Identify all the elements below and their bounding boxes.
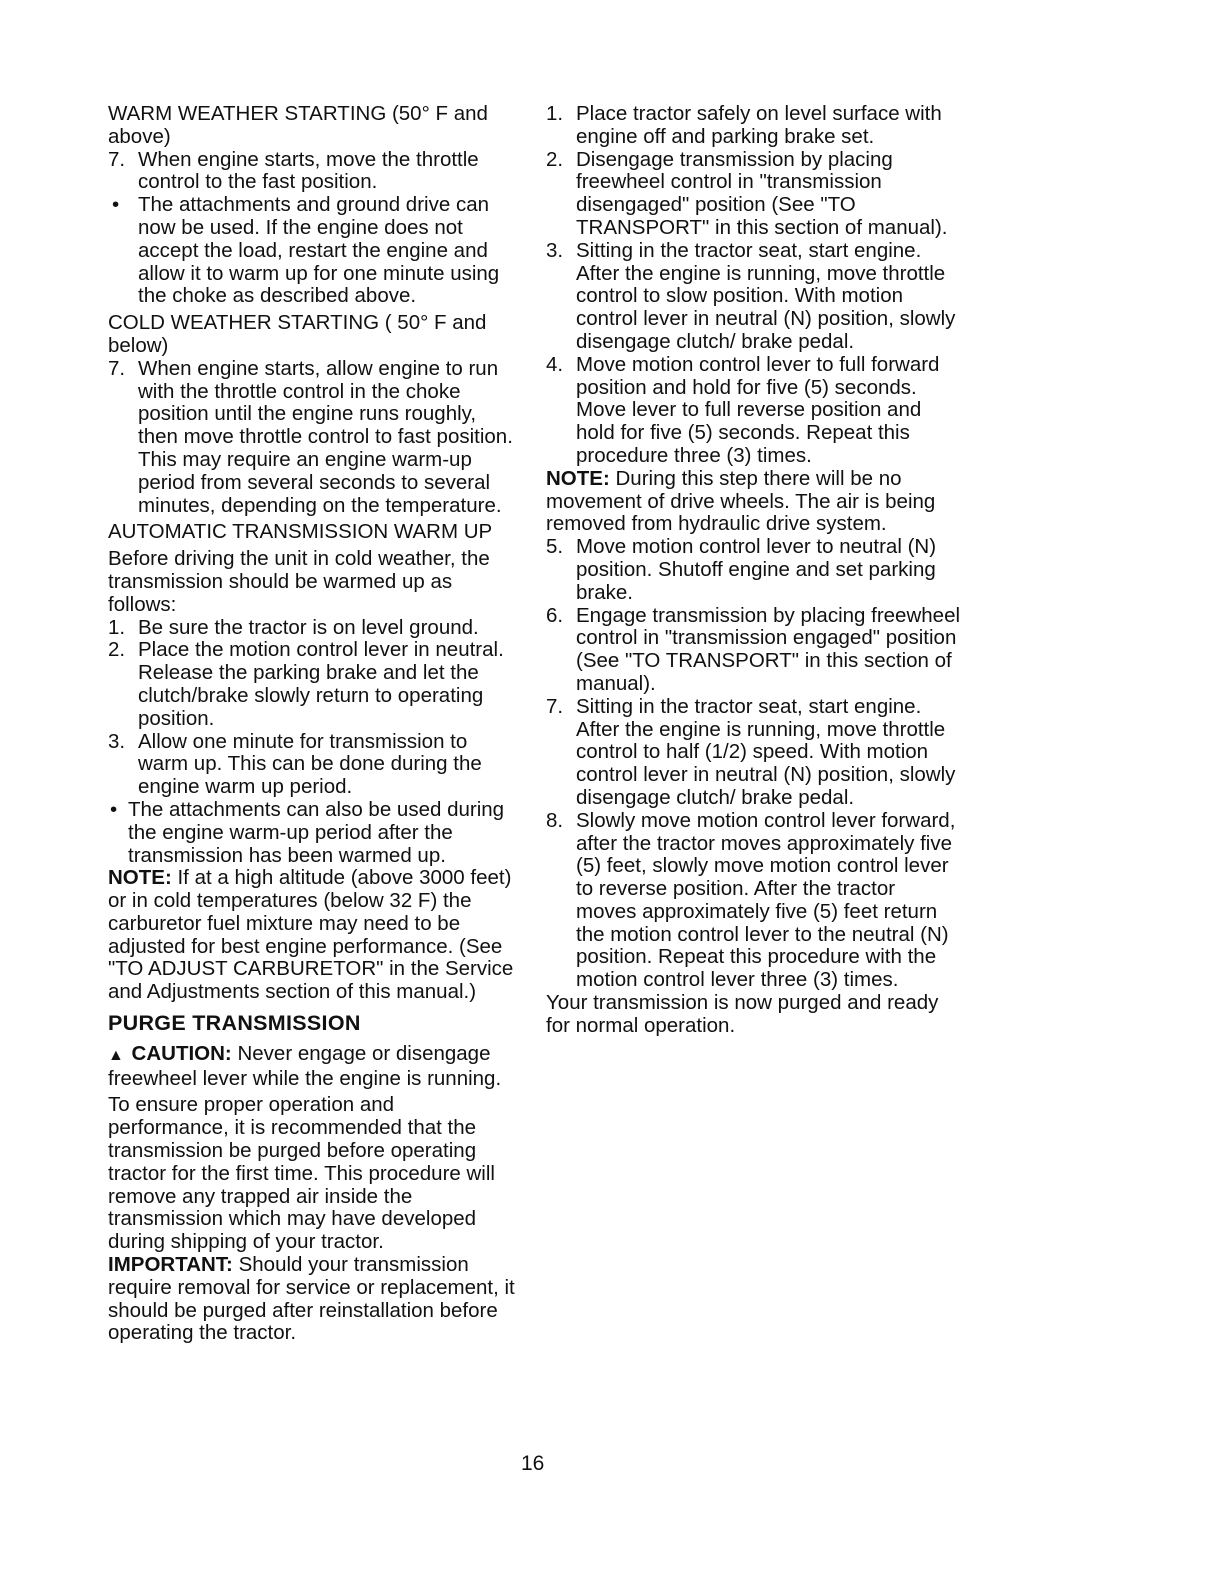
item-text: Sitting in the tractor seat, start engine. After the engine is running, move throttle control to half (1/2) speed. With motion control lever in neutral (N) position, slowly disengage clutch/ brake pedal. bbox=[576, 694, 956, 809]
list-item bbox=[546, 605, 961, 696]
note-text: During this step there will be no movement of drive wheels. The air is being removed from hydraulic drive system. bbox=[546, 466, 936, 536]
list-item bbox=[108, 358, 520, 518]
caution-text: Never engage or disengage freewheel lever while the engine is running. bbox=[108, 1041, 502, 1090]
item-text: Be sure the tractor is on level ground. bbox=[138, 615, 479, 639]
list-item bbox=[546, 536, 961, 604]
list-item bbox=[108, 799, 520, 867]
item-text: Engage transmission by placing freewheel control in "transmission engaged" position (See "TO TRANSPORT" in this section of manual). bbox=[576, 603, 961, 695]
bullet-icon bbox=[110, 799, 117, 822]
caution-label: CAUTION: bbox=[131, 1041, 232, 1065]
important-paragraph bbox=[108, 1254, 520, 1345]
list-item bbox=[108, 194, 520, 308]
item-number: 3. bbox=[108, 729, 126, 753]
closing-paragraph: Your transmission is now purged and ready for normal operation. bbox=[546, 991, 939, 1037]
warm-weather-title: WARM WEATHER STARTING (50° F and above) bbox=[108, 102, 488, 148]
list-item bbox=[546, 149, 961, 240]
item-number: 7. bbox=[108, 356, 126, 380]
list-item bbox=[546, 354, 961, 468]
item-number: 2. bbox=[546, 147, 564, 171]
purge-paragraph: To ensure proper operation and performance, it is recommended that the transmission be purged before operating tractor for the first time. This procedure will remove any trapped air inside the transmission which may have developed during shipping of your tractor. bbox=[108, 1093, 495, 1254]
right-column bbox=[546, 103, 961, 1038]
bullet-icon bbox=[112, 194, 119, 217]
page-number: 16 bbox=[521, 1452, 545, 1475]
item-number: 7. bbox=[108, 147, 126, 171]
warning-triangle-icon: ▲ bbox=[108, 1046, 124, 1064]
item-number: 1. bbox=[108, 615, 126, 639]
item-text: Move motion control lever to neutral (N) position. Shutoff engine and set parking brake. bbox=[576, 535, 937, 604]
list-item bbox=[108, 639, 520, 730]
item-text: Place the motion control lever in neutral. Release the parking brake and let the clutch/brake slowly return to operating position. bbox=[138, 638, 504, 730]
item-number: 8. bbox=[546, 808, 564, 832]
note-paragraph bbox=[108, 867, 520, 1004]
auto-transmission-title: AUTOMATIC TRANSMISSION WARM UP bbox=[108, 520, 493, 544]
item-text: Disengage transmission by placing freewheel control in "transmission disengaged" position (See "TO TRANSPORT" in this section of manual). bbox=[576, 147, 948, 239]
important-text: Should your transmission require removal for service or replacement, it should be purged after reinstallation before operating the tractor. bbox=[108, 1253, 515, 1345]
note-label: NOTE: bbox=[108, 866, 172, 890]
list-item bbox=[546, 103, 961, 149]
item-number: 6. bbox=[546, 603, 564, 627]
note-text: If at a high altitude (above 3000 feet) or in cold temperatures (below 32 F) the carburetor fuel mixture may need to be adjusted for best engine performance. (See "TO ADJUST CARBURETOR" in the Service and Adjustments section of this manual.) bbox=[108, 866, 514, 1004]
list-item bbox=[108, 731, 520, 799]
item-number: 4. bbox=[546, 352, 564, 376]
left-column bbox=[108, 103, 520, 1345]
item-text: The attachments can also be used during the engine warm-up period after the transmission has been warmed up. bbox=[128, 797, 505, 867]
list-item bbox=[108, 149, 520, 195]
item-number: 5. bbox=[546, 535, 564, 559]
item-text: Allow one minute for transmission to warm up. This can be done during the engine warm up period. bbox=[138, 729, 482, 799]
list-item bbox=[546, 240, 961, 354]
important-label: IMPORTANT: bbox=[108, 1253, 233, 1277]
caution-paragraph bbox=[108, 1043, 520, 1091]
item-text: Sitting in the tractor seat, start engine. After the engine is running, move throttle control to slow position. With motion control lever in neutral (N) position, slowly disengage clutch/ brake pedal. bbox=[576, 238, 956, 353]
item-text: When engine starts, move the throttle control to the fast position. bbox=[138, 147, 479, 194]
item-number: 1. bbox=[546, 102, 564, 125]
auto-intro: Before driving the unit in cold weather, the transmission should be warmed up as follows: bbox=[108, 547, 490, 616]
item-text: Slowly move motion control lever forward, after the tractor moves approximately five (5) feet, slowly move motion control lever to reverse position. After the tractor moves approximately five (5) feet return the motion control lever to the neutral (N) position. Repeat this procedure with the motion control lever three (3) times. bbox=[576, 808, 956, 992]
list-item bbox=[546, 696, 961, 810]
list-item bbox=[108, 617, 520, 640]
item-text: The attachments and ground drive can now be used. If the engine does not accept the load, restart the engine and allow it to warm up for one minute using the choke as described above. bbox=[138, 193, 500, 308]
item-number: 7. bbox=[546, 694, 564, 718]
item-text: Move motion control lever to full forward position and hold for five (5) seconds. Move lever to full reverse position and hold for five (5) seconds. Repeat this procedure three (3) times. bbox=[576, 352, 940, 467]
cold-weather-title: COLD WEATHER STARTING ( 50° F and below) bbox=[108, 311, 487, 357]
item-text: Place tractor safely on level surface with engine off and parking brake set. bbox=[576, 102, 942, 148]
item-number: 3. bbox=[546, 238, 564, 262]
item-number: 2. bbox=[108, 638, 126, 662]
note-paragraph bbox=[546, 468, 961, 536]
purge-heading: PURGE TRANSMISSION bbox=[108, 1011, 361, 1036]
note-label: NOTE: bbox=[546, 466, 610, 490]
list-item bbox=[546, 810, 961, 992]
item-text: When engine starts, allow engine to run with the throttle control in the choke position until the engine runs roughly, then move throttle control to fast position. This may require an engine warm-up period from several seconds to several minutes, depending on the temperature. bbox=[138, 356, 513, 517]
